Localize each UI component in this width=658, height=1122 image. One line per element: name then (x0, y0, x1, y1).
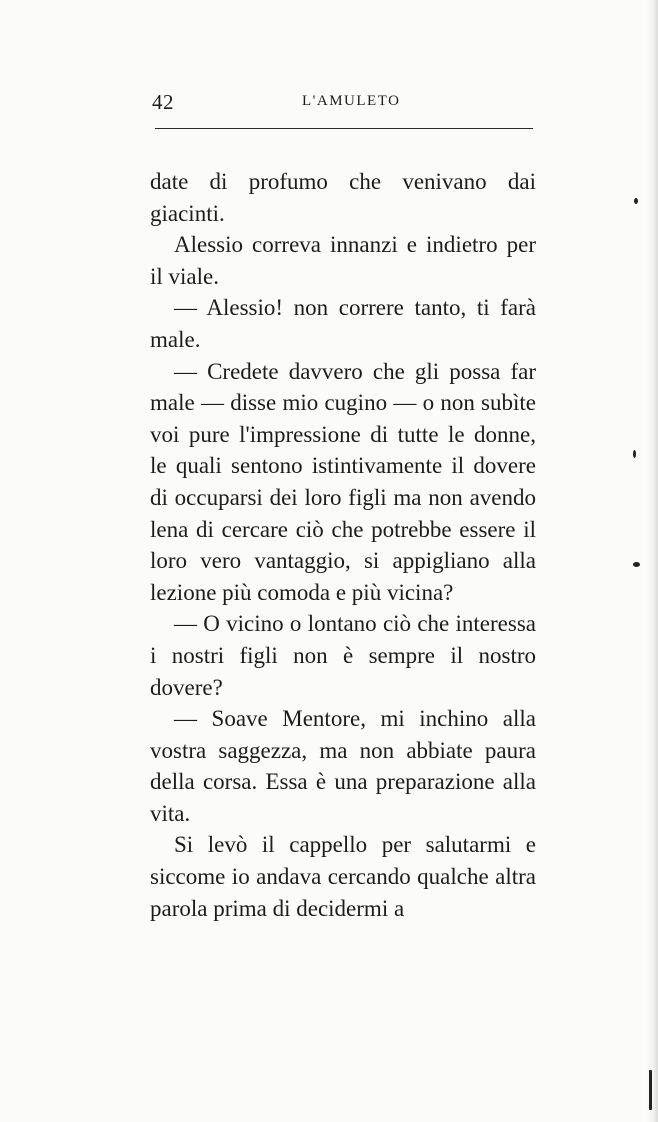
scan-edge-shadow (646, 0, 658, 1122)
body-text (150, 166, 536, 924)
paragraph: — Alessio! non correre tanto, ti farà male. (150, 295, 536, 352)
paragraph: — Soave Mentore, mi inchino alla vostra saggezza, ma non abbiate paura della corsa. Essa è una preparazione alla vita. (150, 706, 536, 826)
page-number: 42 (152, 90, 174, 114)
scan-speck (649, 1070, 652, 1110)
header-rule (155, 128, 533, 129)
paragraph: Si levò il cappello per salutarmi e siccome io andava cercando qualche altra parola prima di decidermi a (150, 832, 536, 921)
paragraph: date di profumo che venivano dai giacinti. (150, 169, 536, 226)
running-title: L'AMULETO (302, 93, 401, 109)
scan-speck (633, 562, 640, 567)
scan-speck (634, 198, 638, 204)
paragraph: — O vicino o lontano ciò che interessa i nostri figli non è sempre il nostro dovere? (150, 611, 536, 700)
paragraph: — Credete davvero che gli possa far male — disse mio cugino — o non subìte voi pure l'impressione di tutte le donne, le quali sentono istintivamente il dovere di occuparsi dei loro figli ma non avendo lena di cercare ciò che potrebbe essere il loro vero vantaggio, si appigliano alla lezione più comoda e più vicina? (150, 358, 536, 605)
paragraph: Alessio correva innanzi e indietro per il viale. (150, 232, 536, 289)
scan-speck (633, 450, 636, 458)
page-header (150, 90, 534, 120)
